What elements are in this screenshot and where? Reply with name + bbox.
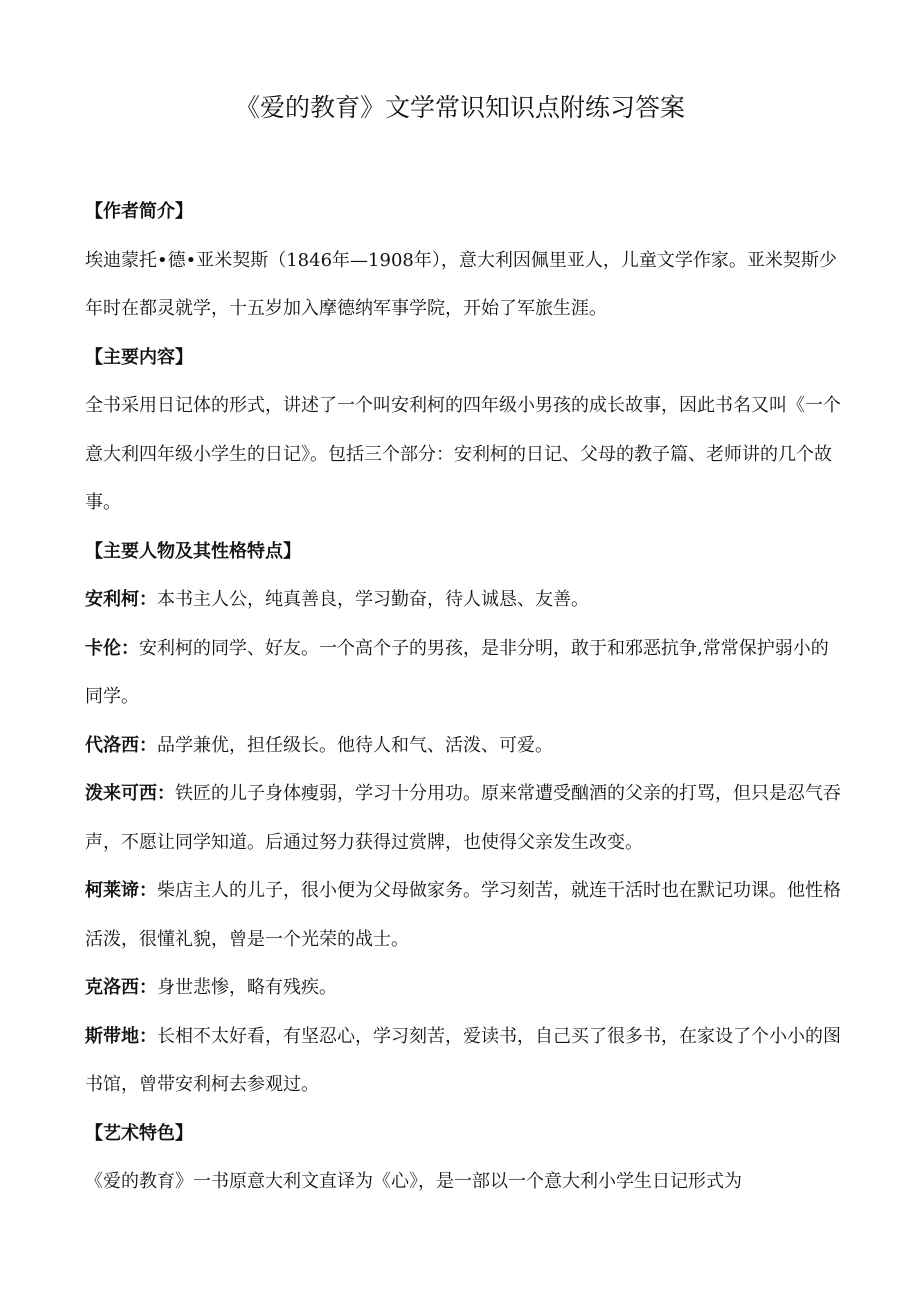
section-heading-art: 【艺术特色】 [85, 1122, 193, 1144]
character-item [85, 625, 845, 722]
section-heading-characters: 【主要人物及其性格特点】 [85, 540, 301, 562]
character-item [85, 867, 845, 964]
character-description: 铁匠的儿子身体瘦弱，学习十分用功。原来常遭受酗酒的父亲的打骂，但只是忍气吞声，不愿让同学知道。后通过努力获得过赏牌，也使得父亲发生改变。 [85, 783, 841, 853]
character-name: 安利柯： [85, 589, 157, 610]
character-name: 柯莱谛： [85, 880, 157, 901]
character-name: 斯带地： [85, 1025, 157, 1047]
character-item [85, 722, 845, 771]
character-description: 长相不太好看，有坚忍心，学习刻苦，爱读书，自己买了很多书，在家设了个小小的图书馆，曾带安利柯去参观过。 [85, 1025, 841, 1095]
character-name: 克洛西： [85, 977, 157, 998]
section-heading-author: 【作者简介】 [85, 201, 193, 222]
character-item [85, 770, 845, 867]
document-body [85, 188, 845, 1207]
character-description: 安利柯的同学、好友。一个高个子的男孩，是非分明，敢于和邪恶抗争,常常保护弱小的同学。 [85, 637, 829, 707]
character-name: 泼来可西： [85, 783, 175, 804]
character-item [85, 576, 845, 625]
author-paragraph: 埃迪蒙托•德•亚米契斯（1846年—1908年），意大利因佩里亚人，儿童文学作家。亚米契斯少年时在都灵就学，十五岁加入摩德纳军事学院，开始了军旅生涯。 [85, 249, 837, 319]
art-paragraph: 《爱的教育》一书原意大利文直译为《心》，是一部以一个意大利小学生日记形式为 [85, 1171, 742, 1192]
section-heading-content: 【主要内容】 [85, 346, 193, 368]
character-description: 品学兼优，担任级长。他待人和气、活泼、可爱。 [157, 734, 553, 756]
character-item [85, 964, 845, 1013]
document-title: 《爱的教育》文学常识知识点附练习答案 [234, 93, 685, 122]
character-item [85, 1013, 845, 1110]
character-description: 柴店主人的儿子，很小便为父母做家务。学习刻苦，就连干活时也在默记功课。他性格活泼，很懂礼貌，曾是一个光荣的战士。 [85, 880, 841, 950]
character-description: 身世悲惨，略有残疾。 [157, 977, 337, 998]
character-name: 卡伦： [85, 637, 139, 659]
character-description: 本书主人公，纯真善良，学习勤奋，待人诚恳、友善。 [157, 589, 589, 610]
character-name: 代洛西： [85, 734, 157, 756]
content-paragraph: 全书采用日记体的形式，讲述了一个叫安利柯的四年级小男孩的成长故事，因此书名又叫《一个意大利四年级小学生的日记》。包括三个部分：安利柯的日记、父母的教子篇、老师讲的几个故事。 [85, 395, 841, 513]
